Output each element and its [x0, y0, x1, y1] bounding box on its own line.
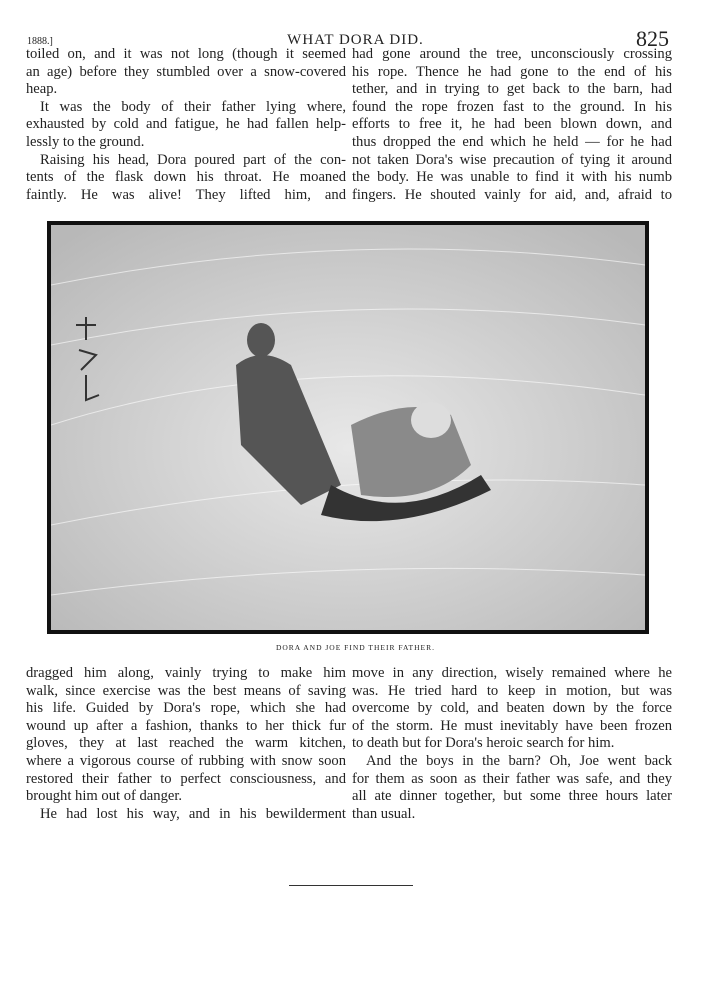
text-line: the body. He was unable to find it with his numb — [352, 169, 672, 186]
header-year: 1888.] — [27, 36, 53, 47]
text-line: thus dropped the end which he held — for he had — [352, 133, 672, 150]
text-line: where a vigorous course of rubbing with snow soon — [26, 752, 346, 769]
running-title: WHAT DORA DID. — [287, 32, 424, 48]
text-line: restored their father to perfect consciousness, and — [26, 770, 346, 787]
text-line: for them as soon as their father was safe, and they — [352, 770, 672, 787]
text-line: And the boys in the barn? Oh, Joe went back — [366, 752, 672, 769]
text-line: an age) before they stumbled over a snow-covered — [26, 63, 346, 80]
text-column-top-left — [26, 46, 346, 204]
end-rule — [289, 885, 413, 886]
illustration — [47, 221, 649, 634]
text-line: brought him out of danger. — [26, 788, 183, 805]
text-line: tents of the flask down his throat. He moaned — [26, 169, 346, 186]
text-line: tether, and in trying to get back to the barn, had — [352, 81, 672, 98]
snowstorm-engraving — [51, 225, 645, 630]
text-line: dragged him along, vainly trying to make him — [26, 665, 346, 681]
text-line: fingers. He shouted vainly for aid, and, afraid to — [352, 186, 672, 203]
text-line: his life. Guided by Dora's rope, which she had — [26, 700, 346, 717]
text-line: heap. — [26, 81, 58, 98]
text-line: move in any direction, wisely remained where he — [352, 665, 672, 681]
text-line: was. He tried hard to keep in motion, but was — [352, 682, 672, 699]
text-line: found the rope frozen fast to the ground. In his — [352, 98, 672, 115]
text-line: not taken Dora's wise precaution of tying it around — [352, 151, 672, 168]
text-line: Raising his head, Dora poured part of the con- — [40, 151, 346, 168]
illustration-caption: DORA AND JOE FIND THEIR FATHER. — [275, 643, 436, 652]
text-line: had gone around the tree, unconsciously crossing — [352, 46, 672, 62]
text-line: toiled on, and it was not long (though it seemed — [26, 46, 346, 62]
text-line: faintly. He was alive! They lifted him, and — [26, 186, 346, 203]
text-line: walk, since exercise was the best means of saving — [26, 682, 346, 699]
text-line: to death but for Dora's heroic search for him. — [352, 735, 615, 752]
text-line: of the storm. He must inevitably have been frozen — [352, 717, 672, 734]
text-column-bottom-left — [26, 665, 346, 823]
text-line: efforts to free it, he had been blown down, and — [352, 116, 672, 133]
text-line: overcome by cold, and beaten down by the force — [352, 700, 672, 717]
text-line: gloves, they at last reached the warm kitchen, — [26, 735, 346, 752]
text-line: all ate dinner together, but some three hours later — [352, 788, 672, 805]
text-line: lessly to the ground. — [26, 133, 145, 150]
text-line: He had lost his way, and in his bewilderment — [40, 805, 346, 822]
text-column-top-right — [352, 46, 672, 204]
text-line: wound up after a fashion, thanks to her thick fur — [26, 717, 346, 734]
text-column-bottom-right — [352, 665, 672, 823]
text-line: It was the body of their father lying where, — [40, 98, 346, 115]
text-line: exhausted by cold and fatigue, he had fallen help- — [26, 116, 346, 133]
text-line: than usual. — [352, 805, 416, 822]
text-line: his rope. Thence he had gone to the end of his — [352, 63, 672, 80]
page-number: 825 — [636, 26, 669, 51]
